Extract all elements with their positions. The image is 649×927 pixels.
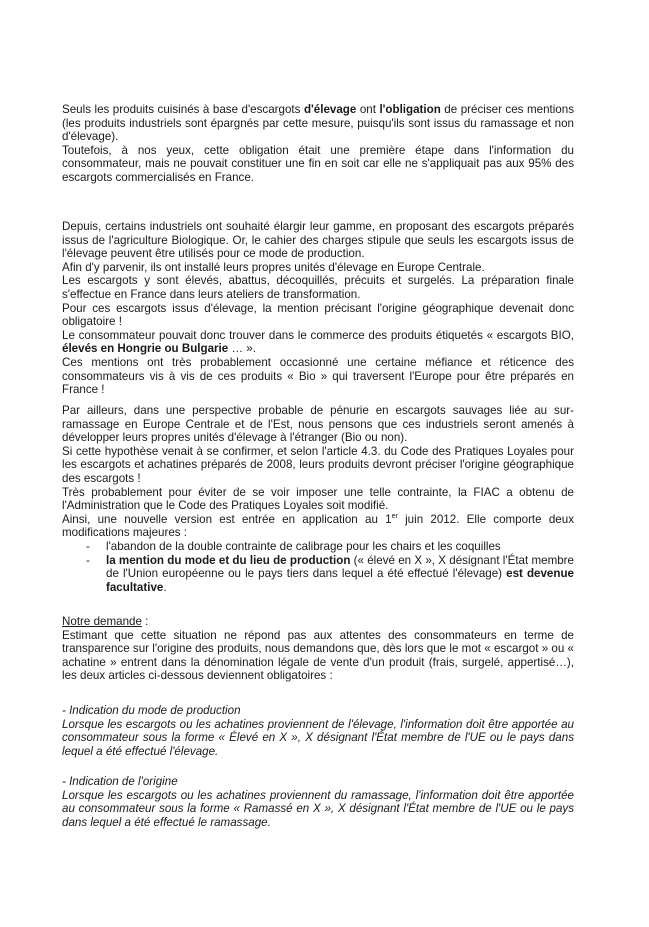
text: Lorsque les escargots ou les achatines proviennent du ramassage, l'information doit être apportée au consommateur sous la forme « Ramassé en X », X désignant l'État membre de l'UE ou le pays dans lequel a été effectué le ramassage.	[62, 788, 574, 829]
text: l'abandon de la double contrainte de calibrage pour les chairs et les coquilles	[106, 539, 501, 553]
text: .	[163, 580, 167, 594]
demande-heading	[62, 615, 574, 629]
section-article-mode	[62, 704, 574, 758]
heading: - Indication du mode de production	[62, 704, 241, 717]
emphasis-mention: la mention du mode et du lieu de production	[106, 553, 351, 567]
paragraph-par-ailleurs: Par ailleurs, dans une perspective probable de pénurie en escargots sauvages liée au sur-ramassage en Europe Centrale et de l'Est, nous pensons que ces industriels seront amenés à développer leurs propres unités d'élevage à l'étranger (Bio ou non).	[62, 404, 574, 445]
list-item	[86, 540, 574, 554]
text: Lorsque les escargots ou les achatines proviennent de l'élevage, l'information doit être apportée au consommateur sous la forme « Élevé en X », X désignant l'État membre de l'UE ou le pays dans lequel a été effectué l'élevage.	[62, 717, 574, 758]
section-bio	[62, 220, 574, 397]
text: juin 2012. Elle comporte deux modifications majeures :	[62, 512, 575, 540]
paragraph-demande: Estimant que cette situation ne répond pas aux attentes des consommateurs en terme de transparence sur l'origine des produits, nous demandons que, dès lors que le mot « escargot » ou « achatine » entrent dans la dénomination légale de vente d'un produit (frais, surgelé, appertisé…), les deux articles ci-dessous deviennent obligatoires :	[62, 628, 574, 683]
text: de préciser ces mentions (les produits industriels sont épargnés par cette mesure, puisqu'ils sont issus du ramassage et non d'élevage).	[62, 103, 575, 144]
text: ont	[356, 103, 380, 116]
emphasis-obligation: l'obligation	[379, 103, 441, 116]
paragraph-etiquetes	[62, 329, 574, 356]
list-item	[86, 554, 574, 595]
paragraph-fiac: Très probablement pour éviter de se voir imposer une telle contrainte, la FIAC a obtenu de l'Administration que le Code des Pratiques Loyales soit modifié.	[62, 485, 574, 513]
section-elevage-obligation	[62, 103, 574, 185]
section-demande	[62, 615, 574, 683]
dash-bullet: -	[86, 553, 90, 567]
text: … ».	[228, 342, 256, 356]
emphasis-elevage: d'élevage	[303, 103, 357, 116]
article-text	[62, 789, 574, 830]
text: Le consommateur pouvait donc trouver dans le commerce des produits étiquetés « escargots BIO,	[62, 328, 574, 342]
heading: - Indication de l'origine	[62, 775, 178, 788]
paragraph-mefiance: Ces mentions ont très probablement occasionné une certaine méfiance et réticence des consommateurs vis à vis de ces produits « Bio » qui traversent l'Europe pour être préparés en France !	[62, 355, 574, 397]
paragraph-mention-obligatoire: Pour ces escargots issus d'élevage, la mention précisant l'origine géographique devenait donc obligatoire !	[62, 301, 574, 329]
text: Ainsi, une nouvelle version est entrée en application au 1	[62, 512, 392, 526]
paragraph-depuis: Depuis, certains industriels ont souhaité élargir leur gamme, en proposant des escargots préparés issus de l'agriculture Biologique. Or, le cahier des charges stipule que seuls les escargots issus de l'élevage peuvent être utilisés pour ce mode de production.	[62, 220, 574, 261]
text: :	[141, 615, 149, 628]
paragraph-hypothese: Si cette hypothèse venait à se confirmer, et selon l'article 4.3. du Code des Pratiques Loyales pour les escargots et achatines préparés de 2008, leurs produits devront préciser l'origine géographique des escargots !	[62, 444, 574, 485]
article-heading	[62, 775, 574, 789]
superscript: er	[391, 512, 398, 520]
text: Seuls les produits cuisinés à base d'escargots	[62, 103, 304, 116]
modifications-list	[62, 540, 574, 594]
emphasis-hongrie-bulgarie: élevés en Hongrie ou Bulgarie	[62, 342, 229, 356]
heading: Notre demande	[62, 615, 142, 628]
dash-bullet: -	[86, 539, 90, 553]
paragraph-toutefois: Toutefois, à nos yeux, cette obligation était une première étape dans l'information du consommateur, mais ne pouvait constituer une fin en soit car elle ne s'appliquait pas aux 95% des escargots commercialisés en France.	[62, 143, 574, 184]
section-article-origine	[62, 775, 574, 829]
section-penurie	[62, 404, 574, 594]
text: (« élevé en X », X désignant l'État membre de l'Union européenne ou le pays tiers dans lequel a été effectué l'élevage)	[106, 553, 574, 581]
paragraph-afin: Afin d'y parvenir, ils ont installé leurs propres unités d'élevage en Europe Centrale.	[62, 260, 485, 274]
paragraph-escargots-eleves: Les escargots y sont élevés, abattus, décoquillés, précuits et surgelés. La préparation finale s'effectue en France dans leurs ateliers de transformation.	[62, 274, 574, 301]
paragraph-nouvelle-version	[62, 513, 574, 540]
emphasis-facultative: est devenue facultative	[106, 567, 574, 594]
article-text	[62, 718, 574, 759]
article-heading	[62, 704, 574, 718]
paragraph-obligation	[62, 103, 574, 144]
